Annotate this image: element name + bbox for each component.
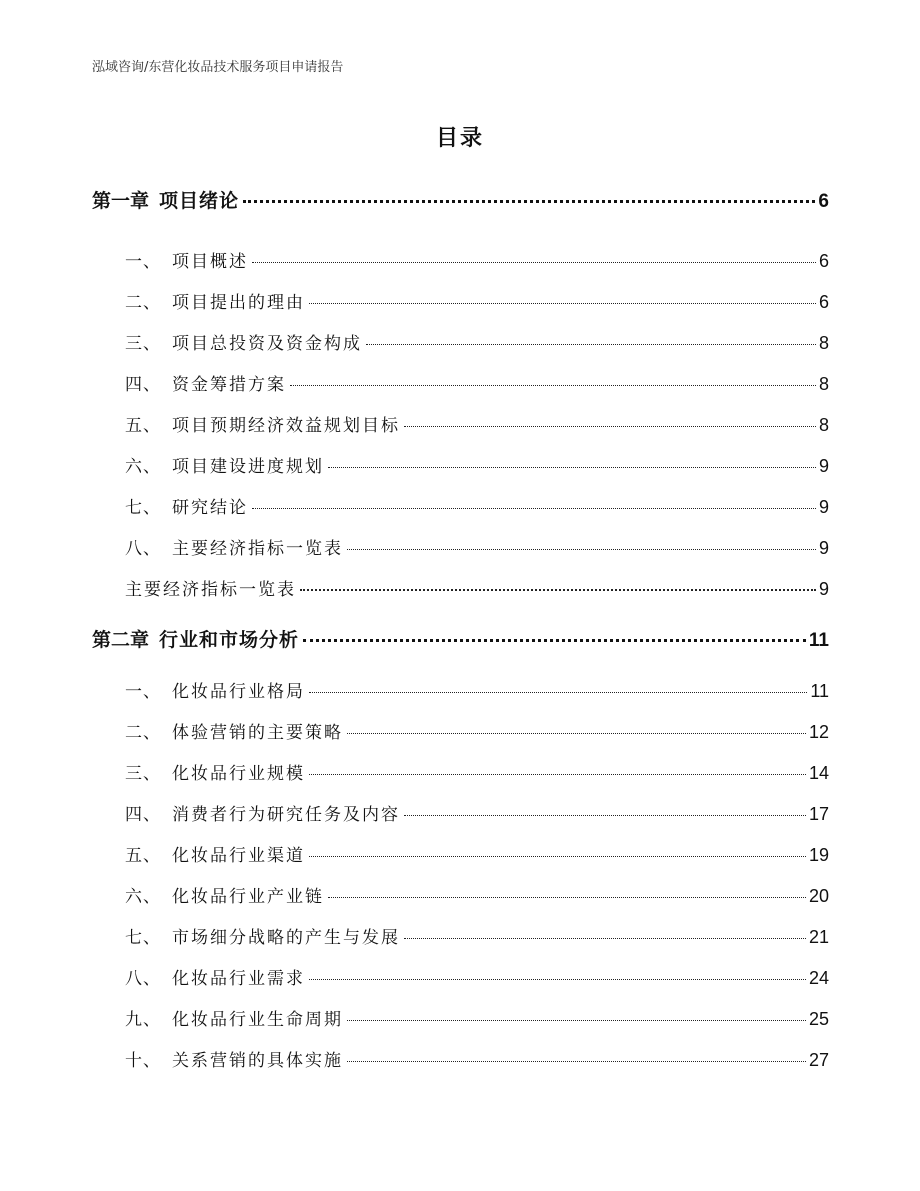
entry-title: 化妆品行业产业链 xyxy=(172,887,324,907)
table-of-contents xyxy=(92,0,829,1191)
dot-leader xyxy=(328,897,806,898)
toc-chapter-2[interactable] xyxy=(92,625,829,652)
chapter-number: 第一章 xyxy=(92,190,150,212)
dot-leader xyxy=(309,303,816,304)
page-number: 21 xyxy=(808,927,829,947)
dot-leader xyxy=(309,856,806,857)
page-number: 12 xyxy=(808,722,829,742)
entry-title: 化妆品行业需求 xyxy=(172,969,305,989)
entry-title: 关系营销的具体实施 xyxy=(172,1051,343,1071)
dot-leader xyxy=(404,426,816,427)
entry-title: 消费者行为研究任务及内容 xyxy=(172,805,400,825)
entry-number: 七、 xyxy=(125,498,161,518)
page-number: 6 xyxy=(818,251,829,271)
entry-number: 五、 xyxy=(125,846,161,866)
toc-entry[interactable] xyxy=(92,800,829,825)
toc-entry[interactable] xyxy=(92,575,829,600)
page-number: 11 xyxy=(810,681,829,701)
page-number: 19 xyxy=(808,845,829,865)
page-number: 9 xyxy=(818,579,829,599)
entry-number: 九、 xyxy=(125,1010,161,1030)
toc-entry[interactable] xyxy=(92,964,829,989)
entry-number: 六、 xyxy=(125,887,161,907)
dot-leader xyxy=(366,344,816,345)
toc-entry[interactable] xyxy=(92,493,829,518)
entry-title: 体验营销的主要策略 xyxy=(172,723,343,743)
entry-number: 一、 xyxy=(125,682,161,702)
page-number: 8 xyxy=(818,374,829,394)
page-header: 泓域咨询/东营化妆品技术服务项目申请报告 xyxy=(92,60,344,75)
page-number: 11 xyxy=(808,630,829,651)
entry-number: 一、 xyxy=(125,252,161,272)
entry-number: 八、 xyxy=(125,539,161,559)
toc-entry[interactable] xyxy=(92,411,829,436)
entry-title: 资金筹措方案 xyxy=(172,375,286,395)
page-number: 8 xyxy=(818,333,829,353)
toc-entry[interactable] xyxy=(92,288,829,313)
toc-entry[interactable] xyxy=(92,1005,829,1030)
dot-leader xyxy=(303,639,806,642)
entry-title: 项目总投资及资金构成 xyxy=(172,334,362,354)
entry-number: 七、 xyxy=(125,928,161,948)
page-number: 6 xyxy=(818,191,829,212)
entry-title: 主要经济指标一览表 xyxy=(172,539,343,559)
dot-leader xyxy=(347,1061,806,1062)
toc-entry[interactable] xyxy=(92,882,829,907)
dot-leader xyxy=(309,979,806,980)
page-number: 24 xyxy=(808,968,829,988)
entry-number: 四、 xyxy=(125,805,161,825)
dot-leader xyxy=(243,200,815,203)
chapter-number: 第二章 xyxy=(92,629,150,651)
page-number: 14 xyxy=(808,763,829,783)
entry-number: 四、 xyxy=(125,375,161,395)
page-number: 8 xyxy=(818,415,829,435)
chapter-title: 项目绪论 xyxy=(159,190,240,212)
toc-entry[interactable] xyxy=(92,452,829,477)
page-number: 27 xyxy=(808,1050,829,1070)
entry-title: 化妆品行业渠道 xyxy=(172,846,305,866)
dot-leader xyxy=(252,262,816,263)
entry-number: 二、 xyxy=(125,723,161,743)
toc-chapter-1[interactable] xyxy=(92,186,829,213)
dot-leader xyxy=(309,774,806,775)
dot-leader xyxy=(404,815,806,816)
toc-entry[interactable] xyxy=(92,718,829,743)
entry-title: 项目提出的理由 xyxy=(172,293,305,313)
entry-number: 二、 xyxy=(125,293,161,313)
toc-entry[interactable] xyxy=(92,534,829,559)
toc-entry[interactable] xyxy=(92,759,829,784)
entry-title: 化妆品行业生命周期 xyxy=(172,1010,343,1030)
entry-number: 八、 xyxy=(125,969,161,989)
page-number: 6 xyxy=(818,292,829,312)
dot-leader xyxy=(347,549,816,550)
entry-title: 项目概述 xyxy=(172,252,248,272)
toc-entry[interactable] xyxy=(92,923,829,948)
entry-title: 化妆品行业规模 xyxy=(172,764,305,784)
toc-entry[interactable] xyxy=(92,841,829,866)
chapter-title: 行业和市场分析 xyxy=(159,629,300,651)
dot-leader xyxy=(309,692,807,693)
entry-number: 六、 xyxy=(125,457,161,477)
page-number: 20 xyxy=(808,886,829,906)
entry-number: 十、 xyxy=(125,1051,161,1071)
toc-title: 目录 xyxy=(435,126,484,151)
dot-leader xyxy=(290,385,816,386)
entry-title: 项目预期经济效益规划目标 xyxy=(172,416,400,436)
entry-number: 三、 xyxy=(125,334,161,354)
entry-title: 研究结论 xyxy=(172,498,248,518)
entry-title: 化妆品行业格局 xyxy=(172,682,305,702)
entry-title: 市场细分战略的产生与发展 xyxy=(172,928,400,948)
toc-entry[interactable] xyxy=(92,247,829,272)
toc-entry[interactable] xyxy=(92,1046,829,1071)
page-number: 9 xyxy=(818,456,829,476)
toc-entry[interactable] xyxy=(92,370,829,395)
dot-leader xyxy=(347,1020,806,1021)
page-number: 17 xyxy=(808,804,829,824)
entry-number: 三、 xyxy=(125,764,161,784)
dot-leader xyxy=(404,938,806,939)
page-number: 9 xyxy=(818,538,829,558)
page-number: 25 xyxy=(808,1009,829,1029)
toc-entry[interactable] xyxy=(92,329,829,354)
dot-leader xyxy=(347,733,806,734)
entry-title: 项目建设进度规划 xyxy=(172,457,324,477)
entry-title: 主要经济指标一览表 xyxy=(125,580,296,600)
dot-leader xyxy=(328,467,816,468)
entry-number: 五、 xyxy=(125,416,161,436)
dot-leader xyxy=(252,508,816,509)
page-number: 9 xyxy=(818,497,829,517)
toc-entry[interactable] xyxy=(92,677,829,702)
dot-leader xyxy=(300,589,816,591)
